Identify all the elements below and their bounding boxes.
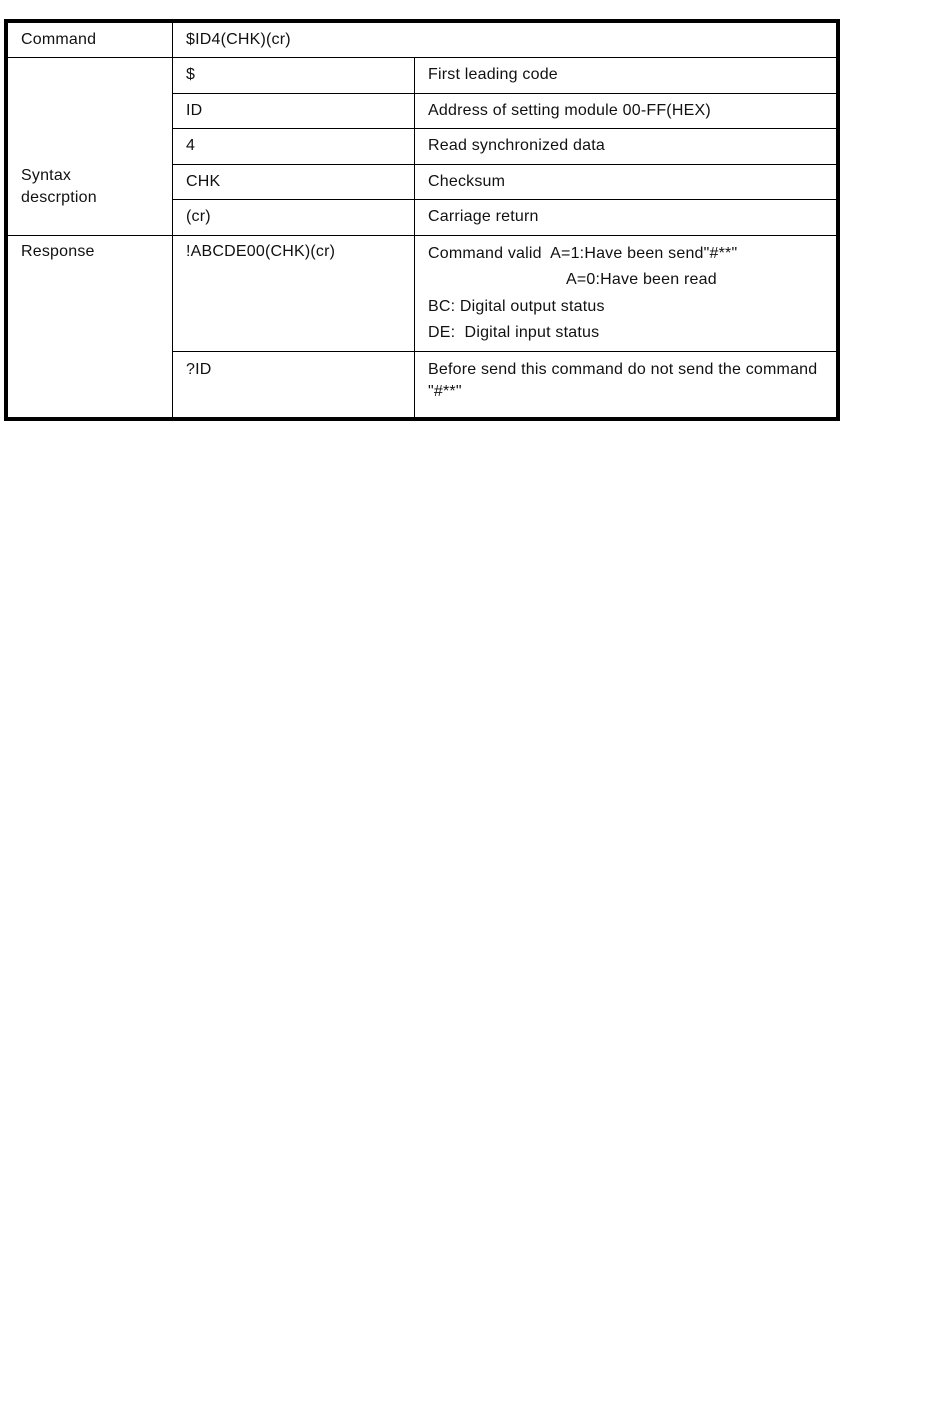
command-label: Command [6, 21, 173, 58]
response-description [415, 235, 839, 352]
response-line: Before send this command do not send the command [428, 361, 818, 379]
syntax-field: ID [173, 93, 415, 129]
syntax-description: Address of setting module 00-FF(HEX) [415, 93, 839, 129]
syntax-field: $ [173, 58, 415, 94]
syntax-description: Carriage return [415, 200, 839, 236]
syntax-field: (cr) [173, 200, 415, 236]
command-syntax-table [4, 19, 840, 421]
syntax-description: Read synchronized data [415, 129, 839, 165]
command-row [6, 21, 838, 58]
response-row [6, 235, 838, 352]
response-field: ?ID [173, 352, 415, 419]
syntax-description: Checksum [415, 164, 839, 200]
syntax-label-cell [6, 58, 173, 236]
syntax-description: First leading code [415, 58, 839, 94]
response-line: A=0:Have been read [566, 271, 717, 289]
response-line: Command valid A=1:Have been send"#**" [428, 244, 738, 262]
response-description [415, 352, 839, 419]
command-value: $ID4(CHK)(cr) [173, 21, 839, 58]
response-label: Response [6, 235, 173, 419]
syntax-field: CHK [173, 164, 415, 200]
response-field: !ABCDE00(CHK)(cr) [173, 235, 415, 352]
syntax-label-line2: descrption [21, 189, 97, 207]
syntax-label-line1: Syntax [21, 167, 72, 185]
syntax-field: 4 [173, 129, 415, 165]
response-line: "#**" [428, 383, 462, 401]
response-line: DE: Digital input status [428, 324, 600, 342]
response-line: BC: Digital output status [428, 297, 605, 315]
syntax-row [6, 58, 838, 94]
